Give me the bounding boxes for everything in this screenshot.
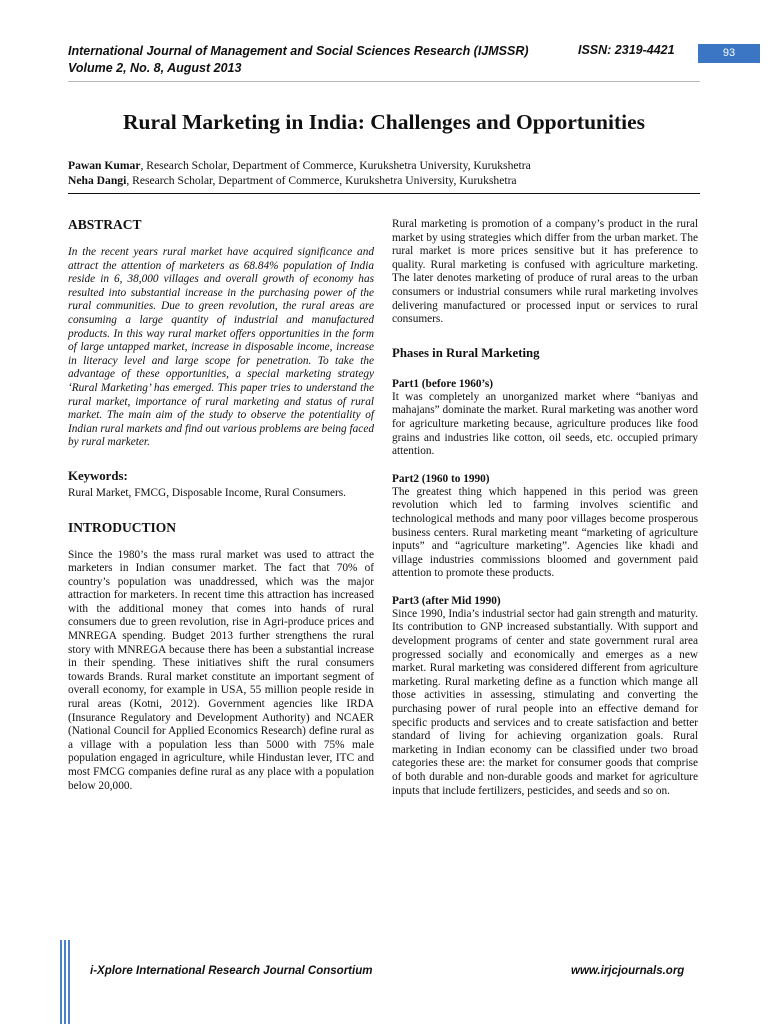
footer-website-link[interactable]: www.irjcjournals.org — [571, 965, 685, 977]
author-name: Neha Dangi — [68, 174, 127, 187]
abstract-heading: ABSTRACT — [68, 217, 142, 232]
abstract-text: In the recent years rural market have acquired significance and attract the attention of marketers as 68.84% population of India reside in 6, 38,000 villages and overall growth of economy has resulted into substantial increase in the purchasing power of the rural communities. Due to green revolution, the rural areas are consuming a large quantity of industrial and manufactured products. In this way rural market offers opportunities in the form of large untapped market, increase in disposable income, increase in literacy level and large scope for penetration. To take the advantage of these opportunities, a special marketing strategy ‘Rural Marketing’ has emerged. This paper tries to understand the rural market, importance of rural marketing and status of rural market. The main aim of the study to observe the potentiality of Indian rural markets and find out various problems are being faced by rural marketer. — [68, 246, 374, 449]
introduction-text: Since the 1980’s the mass rural market was used to attract the marketers in Indian consumer market. The fact that 70% of country’s population was unaddressed, which was the major attraction for marketers. In recent time this attraction has increased with the additional money that comes into hands of rural consumers due to green revolution, rise in Agri-produce prices and MNREGA spending. Budget 2013 further strengthens the rural story with MNREGA because there has been a substantial increase in their spending. These initiatives shift the rural consumers towards Brands. Rural market constitute an important segment of overall economy, for example in USA, 55 million people reside in rural areas (Kotni, 2012). Government agencies like IRDA (Insurance Regulatory and Development Authority) and NCAER (National Council for Applied Economics Research) define rural as a village with a population less than 5000 with 75% male population engaged in agriculture, while Hindustan lever, ITC and most FMCG companies define rural as any place with a population below 20,000. — [68, 548, 374, 792]
part1-text: It was completely an unorganized market where “baniyas and mahajans” dominate the market. Rural marketing was another word for agriculture marketing because, agriculture produces like food grains and industries like cotton, oil seeds, etc. occupied primary attention. — [392, 390, 698, 458]
part3-heading: Part3 (after Mid 1990) — [392, 594, 501, 607]
phases-heading: Phases in Rural Marketing — [392, 345, 540, 360]
author-line — [68, 158, 700, 173]
part2-text: The greatest thing which happened in this period was green revolution which led to farming involves scientific and technological methods and many poor villages become prosperous business centers. Rural marketing meant “marketing of agriculture inputs” and “agriculture marketing”. Agencies like khadi and village industries commissions bloomed and government paid attention to promote these products. — [392, 485, 698, 580]
part3-text: Since 1990, India’s industrial sector had gain strength and maturity. Its contribution to GNP increased substantially. With support and development programs of center and state government rural area progressed socially and economically and emerges as a new market. Rural marketing was considered different from agriculture marketing. Rural marketing define as a function which mange all those activities in assessing, stimulating and converting the purchasing power of rural people into an effective demand for specific products and services and to create satisfaction and better standard of living for achieving organization goals. Rural marketing in Indian economy can be classified under two broad categories these are: the market for consumer goods that comprise of both durable and non-durable goods and market for agriculture inputs that include fertilizers, pesticides, and seeds and so on. — [392, 607, 698, 797]
author-line — [68, 173, 700, 188]
header-divider — [68, 81, 700, 82]
journal-volume: Volume 2, No. 8, August 2013 — [68, 61, 242, 75]
rural-marketing-definition: Rural marketing is promotion of a company’s product in the rural market by using strategies which differ from the urban market. The rural market is more prices sensitive but it has preference to quality. Rural marketing is confused with agriculture marketing. The later denotes marketing of produce of rural areas to the urban consumers or industrial consumers while rural marketing involves delivering manufactured or processed input or services to rural consumers. — [392, 218, 698, 326]
footer-decoration — [60, 940, 74, 1024]
author-name: Pawan Kumar — [68, 159, 141, 172]
author-affiliation: , Research Scholar, Department of Commerce, Kurukshetra University, Kurukshetra — [140, 159, 531, 172]
author-list — [68, 158, 700, 188]
keywords-text: Rural Market, FMCG, Disposable Income, Rural Consumers. — [68, 486, 346, 499]
part1-heading: Part1 (before 1960’s) — [392, 377, 494, 390]
paper-title: Rural Marketing in India: Challenges and Opportunities — [122, 110, 646, 134]
right-column — [392, 218, 698, 798]
left-column — [68, 216, 374, 793]
journal-header — [68, 43, 628, 77]
journal-name: International Journal of Management and Social Sciences Research (IJMSSR) — [68, 44, 529, 58]
page-number-badge: 93 — [698, 44, 760, 63]
issn: ISSN: 2319-4421 — [578, 43, 675, 57]
footer-consortium: i-Xplore International Research Journal Consortium — [90, 965, 373, 977]
part2-heading: Part2 (1960 to 1990) — [392, 472, 490, 485]
introduction-heading: INTRODUCTION — [68, 519, 177, 535]
authors-divider — [68, 193, 700, 194]
author-affiliation: , Research Scholar, Department of Commerce, Kurukshetra University, Kurukshetra — [126, 174, 517, 187]
keywords-heading: Keywords: — [68, 468, 128, 483]
